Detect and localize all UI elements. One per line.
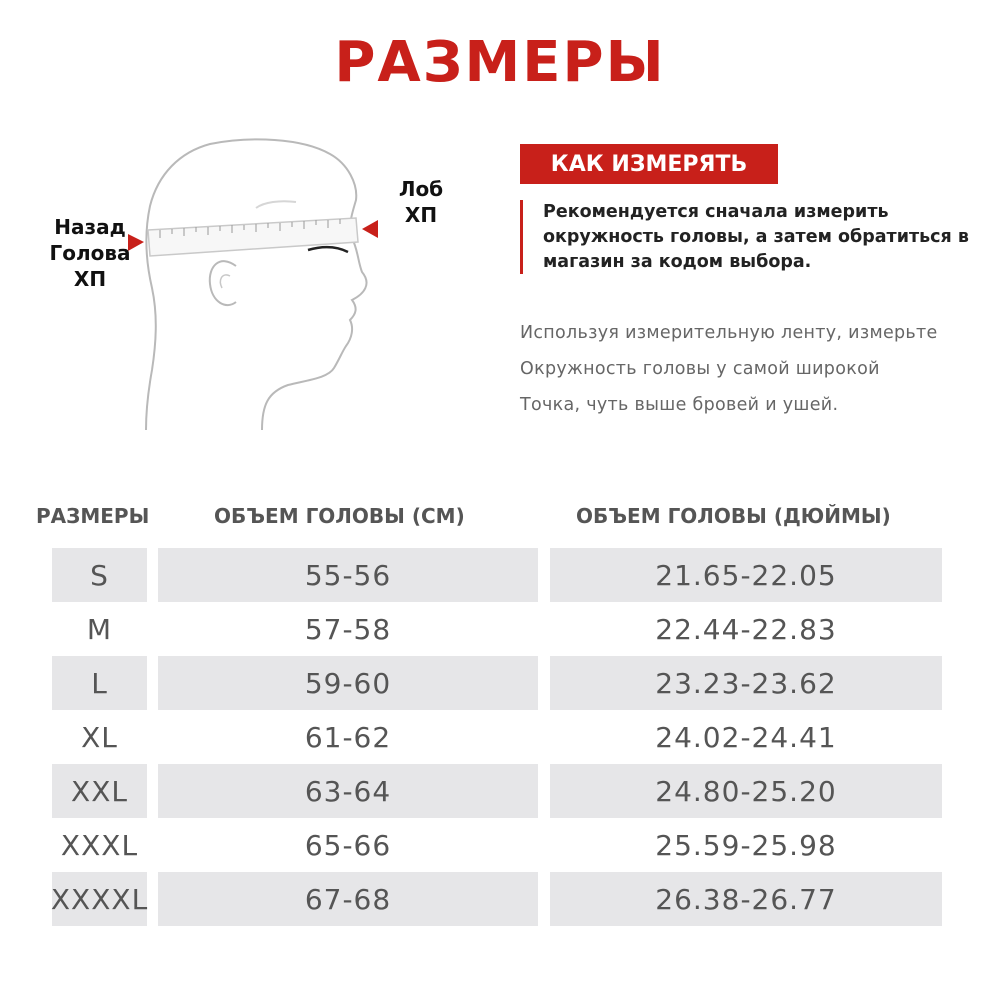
table-row <box>0 872 1000 926</box>
cm-cell: 63-64 <box>158 764 538 818</box>
eyebrow-line <box>308 247 348 252</box>
cm-cell: 57-58 <box>304 612 392 646</box>
inches-cell: 21.65-22.05 <box>550 548 942 602</box>
cm-cell: 59-60 <box>158 656 538 710</box>
header-circumference-inches: ОБЪЕМ ГОЛОВЫ (ДЮЙМЫ) <box>576 504 891 528</box>
size-cell: M <box>86 612 113 646</box>
size-cell: XXXL <box>60 828 139 862</box>
cm-cell: 67-68 <box>158 872 538 926</box>
size-cell: S <box>52 548 147 602</box>
table-row <box>0 548 1000 602</box>
measuring-tape <box>148 218 358 256</box>
front-arrow-icon <box>362 220 378 238</box>
ear-inner <box>220 275 230 288</box>
measure-instructions: Используя измерительную ленту, измерьте Окружность головы у самой широкой Точка, чуть выше бровей и ушей. <box>520 323 938 415</box>
ear-shape <box>210 261 236 305</box>
table-row <box>0 710 1000 764</box>
table-row <box>0 602 1000 656</box>
tape-back-shadow <box>256 201 296 208</box>
table-row <box>0 656 1000 710</box>
page-title: РАЗМЕРЫ <box>334 30 666 95</box>
inches-cell: 24.02-24.41 <box>655 720 837 754</box>
table-row <box>0 764 1000 818</box>
cm-cell: 55-56 <box>158 548 538 602</box>
inches-cell: 22.44-22.83 <box>655 612 837 646</box>
table-row <box>0 818 1000 872</box>
size-cell: L <box>52 656 147 710</box>
intro-accent-bar <box>520 200 523 274</box>
cm-cell: 65-66 <box>304 828 392 862</box>
inches-cell: 25.59-25.98 <box>655 828 837 862</box>
inches-cell: 26.38-26.77 <box>550 872 942 926</box>
forehead-label: Лоб ХП <box>398 177 444 227</box>
head-outline <box>146 139 367 430</box>
header-circumference-cm: ОБЪЕМ ГОЛОВЫ (СМ) <box>214 504 465 528</box>
size-cell: XL <box>81 720 118 754</box>
size-cell: XXXXL <box>52 872 147 926</box>
header-size: РАЗМЕРЫ <box>36 504 150 528</box>
how-to-measure-badge: КАК ИЗМЕРЯТЬ <box>520 144 778 184</box>
intro-text: Рекомендуется сначала измерить окружность головы, а затем обратиться в магазин за кодом выбора. <box>543 202 969 272</box>
size-cell: XXL <box>52 764 147 818</box>
back-of-head-label: Назад Голова ХП <box>49 215 131 291</box>
inches-cell: 24.80-25.20 <box>550 764 942 818</box>
inches-cell: 23.23-23.62 <box>550 656 942 710</box>
cm-cell: 61-62 <box>304 720 392 754</box>
